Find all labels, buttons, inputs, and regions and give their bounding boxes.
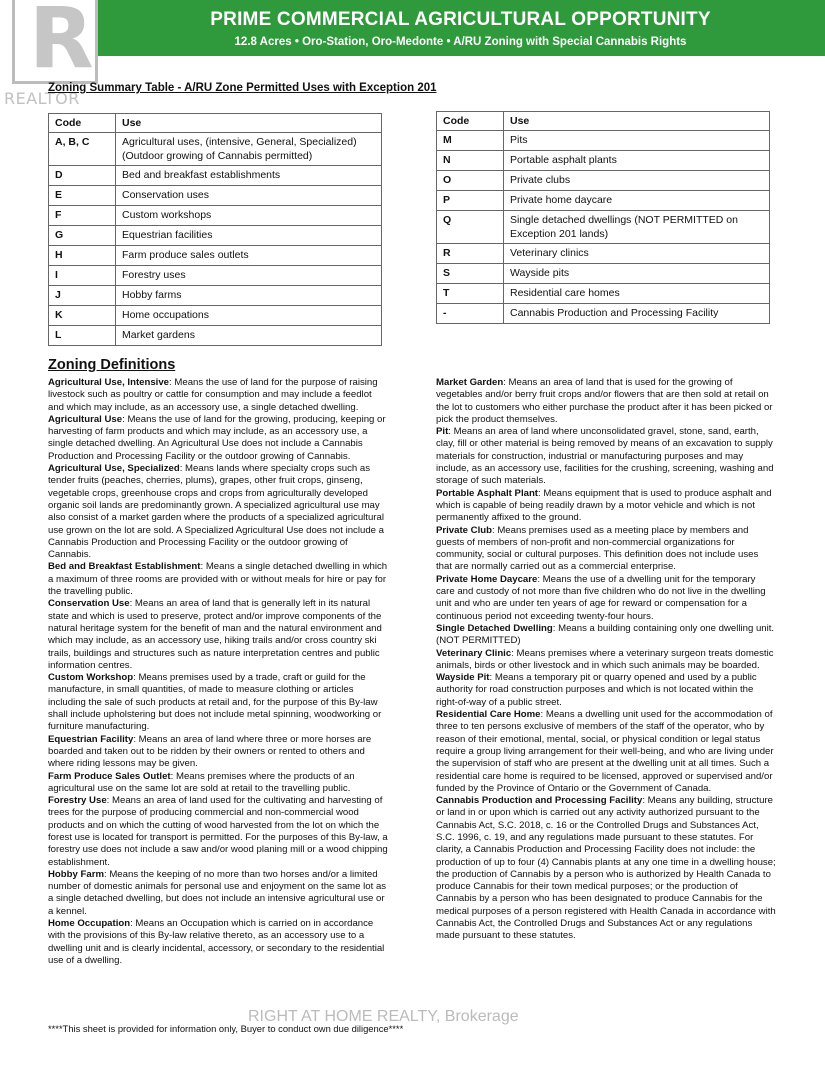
definition-term: Market Garden (436, 377, 504, 388)
definition-term: Equestrian Facility (48, 733, 134, 745)
definition-term: Portable Asphalt Plant (436, 487, 538, 499)
use-cell: Farm produce sales outlets (116, 246, 382, 266)
code-cell: A, B, C (49, 133, 116, 166)
definition-entry (436, 709, 776, 795)
definition-text: : Means an area of land where three or more horses are boarded and taken out to be ridden by their owners or rented to others and where riding lessons may be given. (48, 733, 372, 770)
definition-term: Wayside Pit (436, 672, 490, 684)
use-cell: Home occupations (116, 306, 382, 326)
definition-entry (436, 377, 776, 426)
realtor-logo-text: REALTOR (4, 89, 80, 108)
table-row (49, 166, 382, 186)
code-cell: Q (437, 211, 504, 244)
page-title: PRIME COMMERCIAL AGRICULTURAL OPPORTUNITY (210, 9, 711, 30)
code-cell: D (49, 166, 116, 186)
definition-term: Agricultural Use, Intensive (48, 377, 170, 388)
use-cell: Custom workshops (116, 206, 382, 226)
definition-term: Cannabis Production and Processing Facility (436, 795, 643, 807)
definition-entry (48, 672, 388, 733)
zoning-table-right (436, 111, 770, 324)
definition-term: Custom Workshop (48, 672, 134, 684)
use-cell: Agricultural uses, (intensive, General, Specialized) (Outdoor growing of Cannabis permitted) (116, 133, 382, 166)
code-cell: K (49, 306, 116, 326)
definition-term: Single Detached Dwelling (436, 622, 553, 634)
table-header-row (49, 114, 382, 133)
definition-text: : Means the use of a dwelling unit for the temporary care and custody of not more than five children who do not live in the dwelling unit and who are under ten years of age for reward or compensation for a continuous period not exceeding twenty-four hours. (436, 573, 766, 622)
definition-term: Private Home Daycare (436, 573, 538, 585)
use-cell: Bed and breakfast establishments (116, 166, 382, 186)
use-cell: Veterinary clinics (504, 244, 770, 264)
definition-text: : Means an area of land used for the cultivating and harvesting of trees for the purpose of producing commercial and non-commercial wood products and on which the cutting of wood harvested from the lot on which the forest use is located for transport is permitted. For the purposes of this By-law, a forestry use does not include a saw and/or wood planing mill or a wood chipping establishment. (48, 795, 388, 868)
definition-term: Hobby Farm (48, 868, 104, 880)
definition-text: : Means an area of land where unconsolidated gravel, stone, sand, earth, clay, fill or other material is being removed by means of an excavation to supply materials for construction, industrial or manufacturing purposes and may include, as an accessory use, facilities for the crushing, screening, washing and storage of such materials. (436, 426, 774, 487)
definition-entry (48, 869, 388, 918)
definition-text: : Means the use of land for the growing, producing, keeping or harvesting of farm products and which may include, as an accessory use, a single detached dwelling. An Agricultural Use does not include a Cannabis Production and Processing Facility or the outdoor growing of Cannabis. (48, 413, 386, 462)
definition-text: : Means any building, structure or land in or upon which is carried out any activity authorized pursuant to the Cannabis Act, S.C. 2018, c. 16 or the Controlled Drugs and Substances Act, S.C. 1996, c. 19, and any regulations made pursuant to these statutes. For clarity, a Cannabis Production and Processing Facility does not include: the production of up to four (4) Cannabis plants at any one time in a dwelling house; the production of Cannabis by a person who is authorized by Health Canada to produce Cannabis for their town medical purposes; or the production of Cannabis by a person who has been designated to produce Cannabis for the medical purposes of a person registered with Health Canada in accordance with Cannabis Act, the Controlled Drugs and Substances Act or any regulations made pursuant to these statutes. (436, 795, 776, 942)
table-row (49, 133, 382, 166)
use-cell: Pits (504, 131, 770, 151)
definition-term: Residential Care Home (436, 709, 541, 721)
table-title: Zoning Summary Table - A/RU Zone Permitted Uses with Exception 201 (48, 82, 437, 94)
table-row (437, 304, 770, 324)
definition-entry (436, 525, 776, 574)
definitions-title: Zoning Definitions (48, 357, 176, 373)
code-cell: F (49, 206, 116, 226)
disclaimer-footer: ****This sheet is provided for information only, Buyer to conduct own due diligence**** (48, 1023, 404, 1034)
definition-text: : Means lands where specialty crops such as tender fruits (peaches, cherries, plums), grapes, other fruit crops, ginseng, vegetable crops, greenhouse crops and crops from agriculturally developed organic soil lands are predominantly grown. A specialized agricultural use may also consist of a market garden where the products of a specialized agricultural use grown on the lot are sold. A Specialized Agricultural Use does not include a Cannabis Production and Processing Facility or the outdoor growing of Cannabis. (48, 463, 384, 561)
code-cell: M (437, 131, 504, 151)
table-row (49, 226, 382, 246)
definition-text: : Means premises used as a meeting place by members and guests of members of non-profit and non-commercial organizations for community, social or cultural purposes. This definition does not include uses that are normally carried out as a commercial enterprise. (436, 524, 759, 573)
definition-term: Bed and Breakfast Establishment (48, 561, 201, 573)
definition-entry (436, 648, 776, 673)
table-row (49, 306, 382, 326)
use-cell: Market gardens (116, 326, 382, 346)
definition-text: : Means an Occupation which is carried on in accordance with the provisions of this By-law relative thereto, as an accessory use to a dwelling unit and is clearly incidental, accessory, or secondary to the residential use of a dwelling. (48, 918, 385, 966)
brokerage-watermark: RIGHT AT HOME REALTY, Brokerage (248, 1008, 519, 1025)
use-cell: Wayside pits (504, 264, 770, 284)
table-row (49, 206, 382, 226)
code-cell: T (437, 284, 504, 304)
table-row (437, 264, 770, 284)
definition-entry (48, 598, 388, 672)
page-subtitle: 12.8 Acres • Oro-Station, Oro-Medonte • A/RU Zoning with Special Cannabis Rights (234, 36, 687, 48)
use-cell: Private home daycare (504, 191, 770, 211)
definition-text: : Means the use of land for the purpose of raising livestock such as poultry or cattle for consumption and may include a feedlot and which may include, as an accessory use, a single detached dwelling. (48, 377, 378, 413)
table-row (49, 326, 382, 346)
use-cell: Hobby farms (116, 286, 382, 306)
definition-entry (436, 574, 776, 623)
table-row (437, 171, 770, 191)
code-cell: R (437, 244, 504, 264)
definition-term: Agricultural Use (48, 413, 123, 425)
definition-text: : Means an area of land that is used for the growing of vegetables and/or berry fruit crops and/or flowers that are then sold at retail on the lot to customers who either purchase the product after it has been picked or pick the product themselves. (436, 377, 773, 425)
definition-entry (436, 426, 776, 487)
definition-entry (48, 561, 388, 598)
definition-entry (436, 488, 776, 525)
code-header: Code (49, 114, 116, 133)
definition-entry (436, 672, 776, 709)
use-cell: Conservation uses (116, 186, 382, 206)
table-row (49, 186, 382, 206)
table-header-row (437, 112, 770, 131)
definition-term: Conservation Use (48, 598, 130, 610)
definition-entry (48, 771, 388, 796)
code-cell: P (437, 191, 504, 211)
table-row (49, 286, 382, 306)
code-cell: J (49, 286, 116, 306)
definition-term: Home Occupation (48, 918, 131, 930)
code-cell: N (437, 151, 504, 171)
definition-entry (48, 795, 388, 869)
use-cell: Residential care homes (504, 284, 770, 304)
definitions-column-left (48, 377, 388, 967)
definition-text: : Means the keeping of no more than two horses and/or a limited number of domestic animals for personal use and enjoyment on the same lot as a single detached dwelling, but does not include an intensive agricultural use or a kennel. (48, 868, 387, 917)
definition-entry (48, 463, 388, 561)
definition-entry (48, 918, 388, 967)
definition-term: Veterinary Clinic (436, 647, 512, 659)
definition-entry (48, 377, 388, 414)
definition-term: Pit (436, 426, 449, 438)
code-cell: G (49, 226, 116, 246)
definitions-column-right (436, 377, 776, 943)
table-row (437, 151, 770, 171)
definition-entry (48, 414, 388, 463)
definition-text: : Means a dwelling unit used for the accommodation of three to ten persons exclusive of members of the staff of the operator, who by reason of their emotional, mental, social, or physical condition or legal status require a group living arrangement for their well-being, and who are living under the supervision of staff who are present at the dwelling unit at all times. Such a residential care home is required to be licensed, approved or supervised and/or funded by the Province of Ontario or the Government of Canada. (436, 709, 774, 794)
table-row (49, 266, 382, 286)
definition-term: Private Club (436, 524, 492, 536)
table-row (437, 191, 770, 211)
use-cell: Equestrian facilities (116, 226, 382, 246)
use-cell: Private clubs (504, 171, 770, 191)
definition-text: : Means a building containing only one dwelling unit. (NOT PERMITTED) (436, 622, 775, 647)
definition-entry (48, 734, 388, 771)
definition-text: : Means a temporary pit or quarry opened and used by a public authority for road construction purposes and which is not located within the right-of-way of a public street. (436, 672, 757, 708)
use-cell: Cannabis Production and Processing Facility (504, 304, 770, 324)
realtor-logo-mark (12, 0, 98, 87)
zoning-table-left (48, 113, 382, 346)
use-header: Use (116, 114, 382, 133)
definition-term: Farm Produce Sales Outlet (48, 770, 171, 782)
definition-text: : Means premises where the products of an agricultural use on the same lot are sold at retail to the travelling public. (48, 770, 355, 794)
code-cell: I (49, 266, 116, 286)
code-cell: L (49, 326, 116, 346)
use-header: Use (504, 112, 770, 131)
definition-text: : Means an area of land that is generally left in its natural state and which is used to preserve, protect and/or improve components of the natural heritage system for the benefit of man and the natural environment and which may include, as an accessory use, hiking trails and/or cross country ski trails, buildings and structures such as nature interpretation centres and public information centres. (48, 598, 382, 671)
table-row (437, 284, 770, 304)
table-row (437, 131, 770, 151)
code-cell: H (49, 246, 116, 266)
definition-term: Agricultural Use, Specialized (48, 463, 180, 475)
table-row (437, 211, 770, 244)
definition-entry (436, 623, 776, 648)
use-cell: Forestry uses (116, 266, 382, 286)
use-cell: Portable asphalt plants (504, 151, 770, 171)
use-cell: Single detached dwellings (NOT PERMITTED on Exception 201 lands) (504, 211, 770, 244)
code-cell: E (49, 186, 116, 206)
definition-text: : Means a single detached dwelling in which a maximum of three rooms are provided with or without meals for hire or pay for the travelling public. (48, 561, 388, 598)
table-row (437, 244, 770, 264)
realtor-logo (6, 0, 96, 87)
code-cell: - (437, 304, 504, 324)
realtor-r-icon: R (29, 0, 94, 87)
definition-text: : Means equipment that is used to produce asphalt and which is capable of being readily drawn by a motor vehicle and which is not permanently affixed to the ground. (436, 487, 772, 524)
definition-text: : Means premises where a veterinary surgeon treats domestic animals, birds or other livestock and in which such animals may be boarded. (436, 647, 774, 671)
header-banner (96, 0, 825, 56)
table-row (49, 246, 382, 266)
code-header: Code (437, 112, 504, 131)
definition-text: : Means premises used by a trade, craft or guild for the manufacture, in small quantities, of made to measure clothing or articles including the sale of such products at retail and, for the purpose of this By-law shall include upholstering but does not include metal spinning, woodworking or furniture manufacturing. (48, 672, 382, 733)
definition-term: Forestry Use (48, 795, 107, 807)
code-cell: S (437, 264, 504, 284)
definition-entry (436, 795, 776, 943)
code-cell: O (437, 171, 504, 191)
